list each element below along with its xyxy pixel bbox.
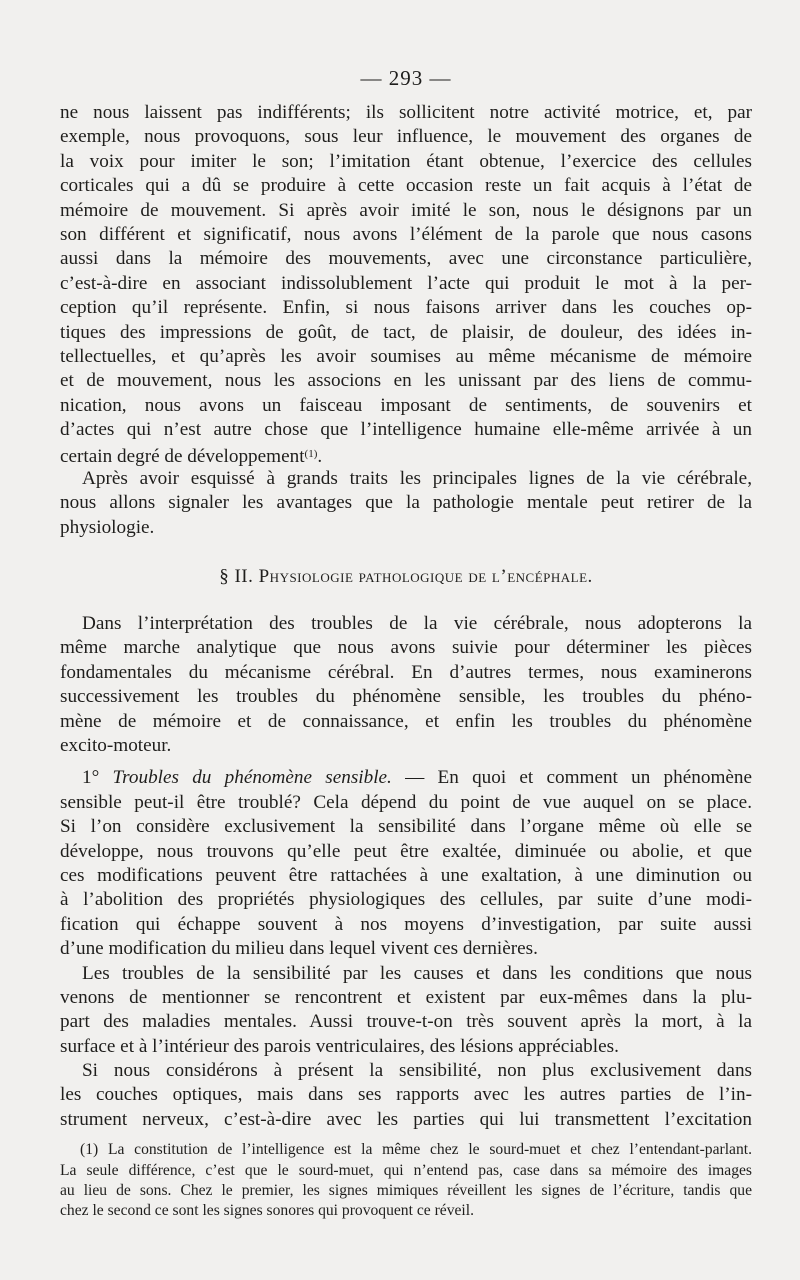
subsection-title: Troubles du phénomène sensible. bbox=[112, 767, 392, 789]
text-line: d’une modification du milieu dans lequel vivent ces dernières. bbox=[60, 938, 538, 960]
footnote-line: La seule différence, c’est que le sourd-muet, qui n’entend pas, case dans sa mémoire des images bbox=[60, 1161, 752, 1179]
text-line: nous allons signaler les avantages que la pathologie mentale peut retirer de la bbox=[60, 492, 752, 514]
text-fragment: certain degré de développement bbox=[60, 446, 305, 468]
text-line: part des maladies mentales. Aussi trouve-t-on très souvent après la mort, à la bbox=[60, 1011, 752, 1033]
paragraph-6 bbox=[60, 1059, 752, 1132]
text-line bbox=[60, 766, 752, 790]
paragraph-3 bbox=[60, 612, 752, 758]
section-heading: § II. Physiologie pathologique de l’encéphale. bbox=[219, 566, 593, 588]
text-line: successivement les troubles du phénomène sensible, les troubles du phéno- bbox=[60, 686, 752, 708]
text-line: la voix pour imiter le son; l’imitation étant obtenue, l’exercice des cellules bbox=[60, 150, 752, 172]
text-line: sensible peut-il être troublé? Cela dépend du point de vue auquel on se place. bbox=[60, 791, 752, 813]
paragraph-5 bbox=[60, 962, 752, 1060]
text-line: Si nous considérons à présent la sensibilité, non plus exclusivement dans bbox=[82, 1060, 752, 1082]
text-line: Si l’on considère exclusivement la sensibilité dans l’organe même où elle se bbox=[60, 816, 752, 838]
text-line: physiologie. bbox=[60, 516, 155, 538]
text-line: et de mouvement, nous les associons en les unissant par des liens de commu- bbox=[60, 370, 752, 392]
text-line: son différent et significatif, nous avons l’élément de la parole que nous casons bbox=[60, 223, 752, 245]
text-line bbox=[60, 442, 752, 466]
text-line: mène de mémoire et de connaissance, et enfin les troubles du phénomène bbox=[60, 710, 752, 732]
text-line: tellectuelles, et qu’après les avoir soumises au même mécanisme de mémoire bbox=[60, 345, 752, 367]
paragraph-4 bbox=[60, 766, 752, 961]
paragraph-2 bbox=[60, 467, 752, 540]
text-line: c’est-à-dire en associant indissolublement l’acte qui produit le mot à la per- bbox=[60, 272, 752, 294]
text-line: corticales qui a dû se produire à cette occasion reste un fait acquis à l’état de bbox=[60, 175, 752, 197]
footnote-mark: (1) bbox=[304, 448, 318, 461]
footnote-line: au lieu de sons. Chez le premier, les signes mimiques réveillent les signes de l’écriture, tandis que bbox=[60, 1182, 752, 1200]
text-line: venons de mentionner se rencontrent et existent par eux-mêmes dans la plu- bbox=[60, 986, 752, 1008]
text-line: Les troubles de la sensibilité par les causes et dans les conditions que nous bbox=[82, 962, 752, 984]
footnote-line: (1) La constitution de l’intelligence est la même chez le sourd-muet et chez l’entendant-parlant. bbox=[80, 1141, 752, 1159]
text-line: Dans l’interprétation des troubles de la vie cérébrale, nous adopterons la bbox=[82, 613, 752, 635]
footnote-line: chez le second ce sont les signes sonores qui provoquent ce réveil. bbox=[60, 1202, 474, 1220]
text-fragment: — En quoi et comment un phénomène bbox=[391, 767, 752, 789]
text-line: excito-moteur. bbox=[60, 734, 172, 756]
text-line: mémoire de mouvement. Si après avoir imité le son, nous le désignons par un bbox=[60, 199, 752, 221]
text-line: strument nerveux, c’est-à-dire avec les parties qui lui transmettent l’excitation bbox=[60, 1108, 752, 1130]
book-page bbox=[60, 66, 752, 1222]
list-number: 1° bbox=[82, 767, 100, 789]
text-line: surface et à l’intérieur des parois ventriculaires, des lésions appréciables. bbox=[60, 1035, 619, 1057]
text-line: ception qu’il représente. Enfin, si nous faisons arriver dans les couches op- bbox=[60, 297, 752, 319]
text-line: exemple, nous provoquons, sous leur influence, le mouvement des organes de bbox=[60, 126, 752, 148]
text-fragment: . bbox=[317, 446, 323, 468]
text-line: Après avoir esquissé à grands traits les principales lignes de la vie cérébrale, bbox=[82, 467, 752, 489]
text-line: développe, nous trouvons qu’elle peut être exaltée, diminuée ou abolie, et que bbox=[60, 840, 752, 862]
text-line: nication, nous avons un faisceau imposant de sentiments, de souvenirs et bbox=[60, 394, 752, 416]
text-line: fondamentales du mécanisme cérébral. En d’autres termes, nous examinerons bbox=[60, 661, 752, 683]
text-line: fication qui échappe souvent à nos moyens d’investigation, par suite aussi bbox=[60, 913, 752, 935]
text-line: aussi dans la mémoire des mouvements, avec une circonstance particulière, bbox=[60, 248, 752, 270]
text-line: les couches optiques, mais dans ses rapports avec les autres parties de l’in- bbox=[60, 1084, 752, 1106]
footnote bbox=[60, 1140, 752, 1222]
text-line: ne nous laissent pas indifférents; ils sollicitent notre activité motrice, et, par bbox=[60, 102, 752, 123]
text-line: ces modifications peuvent être rattachées à une exaltation, à une diminution ou bbox=[60, 864, 752, 886]
text-line: d’actes qui n’est autre chose que l’intelligence humaine elle-même arrivée à un bbox=[60, 419, 752, 441]
paragraph-1 bbox=[60, 101, 752, 467]
text-line: à l’abolition des propriétés physiologiques des cellules, par suite d’une modi- bbox=[60, 889, 752, 911]
text-line: tiques des impressions de goût, de tact, de plaisir, de douleur, des idées in- bbox=[60, 321, 752, 343]
text-line: même marche analytique que nous avons suivie pour déterminer les pièces bbox=[60, 637, 752, 659]
page-number: — 293 — bbox=[360, 66, 452, 90]
